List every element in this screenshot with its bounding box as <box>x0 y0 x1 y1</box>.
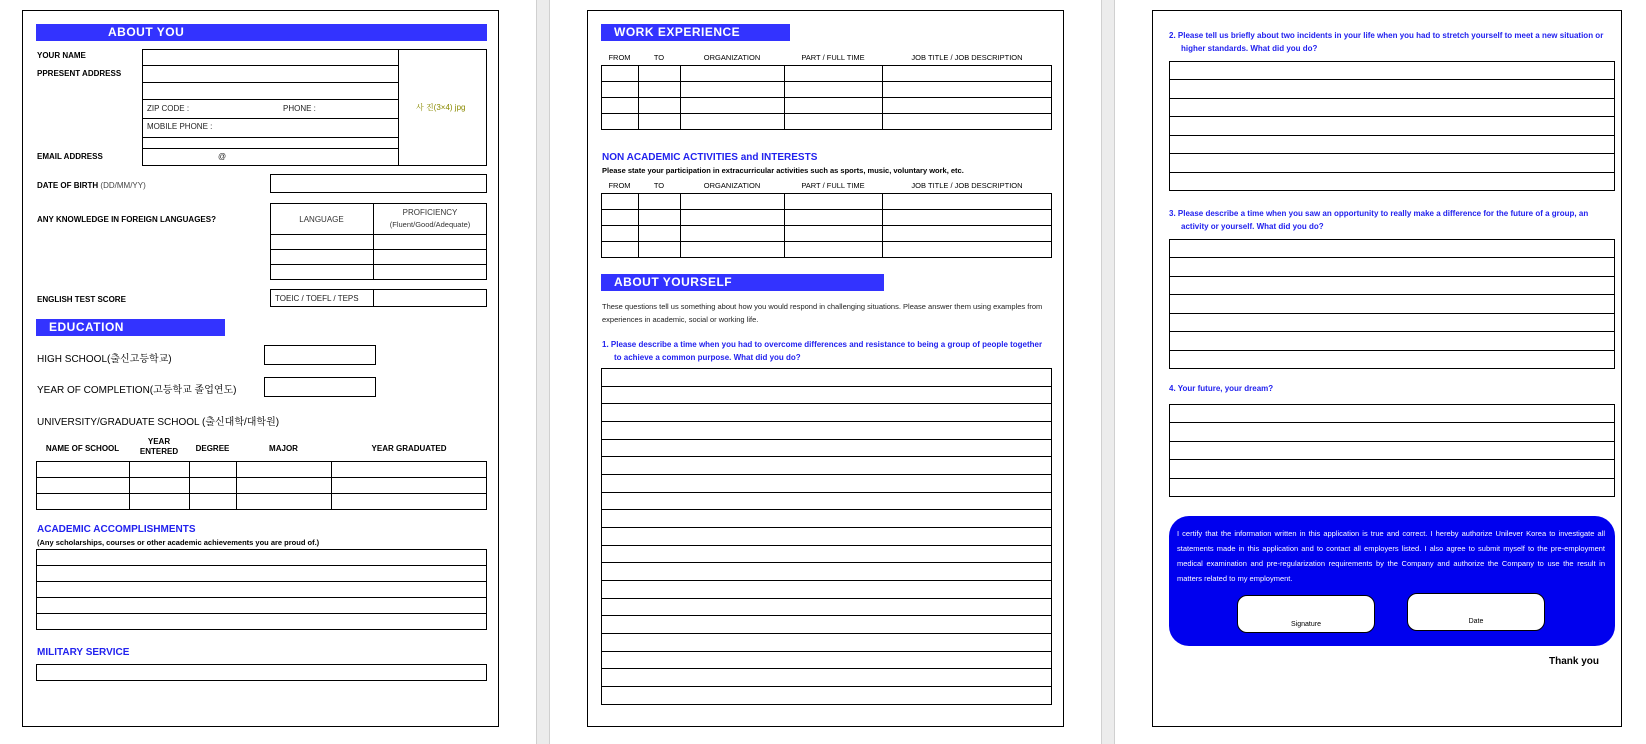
photo-placeholder: 사 진(3×4) jpg <box>416 103 466 112</box>
uni-col-year-graduated: YEAR GRADUATED <box>371 444 447 453</box>
non-academic-note: Please state your participation in extracurricular activities such as sports, music, voluntary work, etc. <box>602 166 964 175</box>
page-gutter <box>1101 0 1115 744</box>
activity-col-organization: ORGANIZATION <box>703 181 761 190</box>
work-col-from: FROM <box>608 53 631 62</box>
page-1 <box>22 10 499 727</box>
section-header-education: EDUCATION <box>36 319 225 336</box>
column-proficiency: PROFICIENCY <box>402 208 458 217</box>
question-1-answer-lines[interactable] <box>601 368 1052 705</box>
section-header-about-you: ABOUT YOU <box>36 24 487 41</box>
page-3 <box>1152 10 1622 727</box>
date-box[interactable] <box>1407 593 1545 631</box>
section-header-about-yourself: ABOUT YOURSELF <box>601 274 884 291</box>
academic-lines <box>36 549 487 630</box>
page-2 <box>587 10 1064 727</box>
activity-col-part-full: PART / FULL TIME <box>801 181 865 190</box>
military-service-field[interactable] <box>36 664 487 681</box>
label-zip-code: ZIP CODE : <box>147 104 190 113</box>
label-email-address: EMAIL ADDRESS <box>37 152 103 161</box>
certification-box <box>1169 516 1615 646</box>
question-4: 4. Your future, your dream? <box>1169 384 1274 393</box>
signature-box[interactable] <box>1237 595 1375 633</box>
label-foreign-languages: ANY KNOWLEDGE IN FOREIGN LANGUAGES? <box>37 215 216 224</box>
high-school-field[interactable] <box>264 345 376 365</box>
work-col-to: TO <box>653 53 665 62</box>
activity-col-from: FROM <box>608 181 631 190</box>
question-3-answer-lines[interactable] <box>1169 239 1615 369</box>
question-3: 3. Please describe a time when you saw an opportunity to really make a difference for the future of a group, an activity or yourself. What did you do? <box>1169 209 1589 231</box>
uni-col-year-entered: YEAR ENTERED <box>139 437 179 456</box>
question-1: 1. Please describe a time when you had to overcome differences and resistance to being a group of people together to achieve a common purpose. What did you do? <box>602 340 1043 362</box>
label-english-test-score: ENGLISH TEST SCORE <box>37 295 126 304</box>
column-language: LANGUAGE <box>299 215 344 224</box>
question-2-answer-lines[interactable] <box>1169 61 1615 191</box>
label-high-school: HIGH SCHOOL(출신고등학교) <box>37 354 172 365</box>
work-col-part-full: PART / FULL TIME <box>801 53 865 62</box>
year-of-completion-field[interactable] <box>264 377 376 397</box>
activity-col-to: TO <box>653 181 665 190</box>
uni-col-degree: DEGREE <box>195 444 230 453</box>
label-year-of-completion: YEAR OF COMPLETION(고등학교 졸업연도) <box>37 385 237 396</box>
work-experience-table <box>601 65 1052 130</box>
label-university: UNIVERSITY/GRADUATE SCHOOL (출신대학/대학원) <box>37 417 280 428</box>
work-col-job-title: JOB TITLE / JOB DESCRIPTION <box>911 53 1023 62</box>
test-names: TOEIC / TOEFL / TEPS <box>275 294 359 303</box>
certification-text: I certify that the information written in this application is true and correct. I hereby authorize Unilever Korea to investigate all statements made in this application and to contact all employers listed. I also agree to submit myself to the pre-employment medical examination and pre-regularization requirements by the Company and authorize the Company to use the result in matters related to my employment. <box>1177 529 1605 583</box>
email-field[interactable] <box>142 148 399 166</box>
label-date-of-birth: DATE OF BIRTH (DD/MM/YY) <box>37 181 146 190</box>
heading-non-academic: NON ACADEMIC ACTIVITIES and INTERESTS <box>602 152 818 163</box>
date-of-birth-field[interactable] <box>270 174 487 193</box>
heading-academic-accomplishments: ACADEMIC ACCOMPLISHMENTS <box>37 524 196 535</box>
heading-military-service: MILITARY SERVICE <box>37 647 130 658</box>
label-mobile-phone: MOBILE PHONE : <box>147 122 213 131</box>
date-label: Date <box>1468 618 1484 625</box>
uni-col-major: MAJOR <box>269 444 298 453</box>
thank-you: Thank you <box>1549 656 1600 667</box>
page-gutter <box>536 0 550 744</box>
uni-col-name: NAME OF SCHOOL <box>45 444 120 453</box>
work-col-organization: ORGANIZATION <box>703 53 761 62</box>
label-phone: PHONE : <box>283 104 316 113</box>
column-proficiency-sub: (Fluent/Good/Adequate) <box>389 220 471 229</box>
university-table <box>36 461 487 510</box>
label-present-address: PPRESENT ADDRESS <box>37 69 122 78</box>
activity-col-job-title: JOB TITLE / JOB DESCRIPTION <box>911 181 1023 190</box>
label-your-name: YOUR NAME <box>37 51 86 60</box>
about-yourself-intro: These questions tell us something about how you would respond in challenging situations. Please answer them using examples from experiences in academic, social or working life. <box>602 302 1043 324</box>
question-2: 2. Please tell us briefly about two incidents in your life when you had to stretch yourself to meet a new situation or higher standards. What did you do? <box>1169 31 1604 53</box>
academic-note: (Any scholarships, courses or other academic achievements you are proud of.) <box>37 538 320 547</box>
email-at-sign: @ <box>218 152 227 161</box>
signature-label: Signature <box>1291 621 1321 628</box>
question-4-answer-lines[interactable] <box>1169 404 1615 497</box>
activities-table <box>601 193 1052 258</box>
section-header-work-experience: WORK EXPERIENCE <box>601 24 790 41</box>
